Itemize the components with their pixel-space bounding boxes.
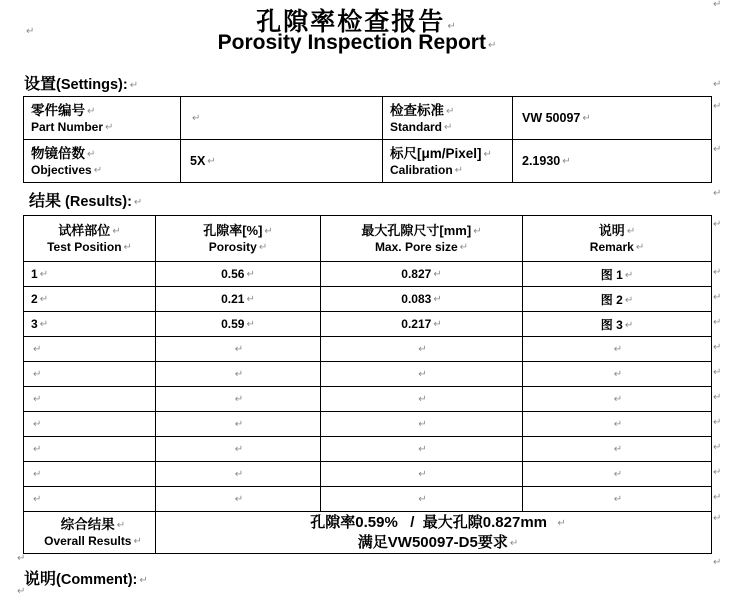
objectives-label-en: Objectives [31, 162, 92, 177]
paragraph-mark: ↵ [234, 369, 244, 380]
cell-text: 0.083 [401, 292, 432, 306]
calibration-value-cell [513, 140, 712, 183]
paragraph-mark: ↵ [33, 369, 42, 380]
paragraph-mark: ↵ [246, 294, 255, 305]
table-row [24, 412, 712, 437]
summary-row [24, 512, 712, 554]
cell-max_pore [321, 487, 523, 512]
paragraph-mark: ↵ [129, 80, 139, 91]
cell-text: 图 3 [600, 317, 623, 332]
results-heading-en: (Results): [61, 194, 132, 210]
table-row [24, 312, 712, 337]
paragraph-mark: ↵ [557, 517, 566, 529]
paragraph-mark: ↵ [447, 21, 458, 32]
cell-text: 0.59 [221, 317, 245, 331]
cell-porosity [156, 312, 321, 337]
calibration-label-cell [383, 140, 513, 183]
paragraph-mark: ↵ [713, 392, 722, 403]
cell-position [24, 287, 156, 312]
paragraph-mark: ↵ [33, 419, 42, 430]
cell-remark [523, 337, 712, 362]
table-row [24, 287, 712, 312]
objectives-label-cell [24, 140, 181, 183]
paragraph-mark: ↵ [635, 242, 645, 253]
standard-label-en: Standard [390, 119, 443, 134]
paragraph-mark: ↵ [473, 226, 482, 237]
calibration-value: 2.1930 [522, 154, 561, 168]
paragraph-mark: ↵ [33, 494, 42, 505]
paragraph-mark: ↵ [234, 494, 244, 505]
results-heading [29, 188, 142, 211]
paragraph-mark: ↵ [624, 319, 634, 331]
paragraph-mark: ↵ [105, 121, 114, 133]
paragraph-mark: ↵ [246, 319, 255, 330]
paragraph-mark: ↵ [483, 148, 492, 160]
cell-max_pore [321, 412, 523, 437]
paragraph-mark: ↵ [624, 294, 634, 306]
cell-porosity [156, 487, 321, 512]
paragraph-mark: ↵ [713, 317, 722, 328]
part-number-label-cn: 零件编号 [31, 102, 85, 118]
report-title-en [0, 31, 714, 55]
table-row [24, 262, 712, 287]
cell-remark [523, 487, 712, 512]
cell-position [24, 362, 156, 387]
paragraph-mark: ↵ [39, 294, 49, 305]
cell-text: 0.217 [401, 317, 432, 331]
report-title-cn-text: 孔隙率检查报告 [256, 8, 446, 36]
cell-max_pore [321, 362, 523, 387]
standard-label-cell [383, 97, 513, 140]
cell-text: 3 [31, 317, 38, 331]
header-max-pore-size-cn: 最大孔隙尺寸[mm] [361, 223, 472, 238]
objectives-label-cn: 物镜倍数 [31, 145, 85, 161]
paragraph-mark: ↵ [713, 267, 722, 278]
table-row [24, 337, 712, 362]
paragraph-mark: ↵ [713, 492, 722, 503]
header-test-position-cn: 试样部位 [58, 223, 111, 238]
paragraph-mark: ↵ [613, 469, 623, 480]
paragraph-mark: ↵ [93, 164, 103, 176]
paragraph-mark: ↵ [713, 101, 722, 112]
header-max-pore-size [321, 216, 523, 262]
settings-heading [24, 71, 138, 94]
table-row [24, 487, 712, 512]
header-remark-en: Remark [589, 240, 634, 254]
settings-heading-cn: 设置 [24, 76, 57, 93]
results-heading-cn: 结果 [29, 193, 62, 210]
paragraph-mark: ↵ [33, 344, 42, 355]
comment-heading-en: (Comment): [56, 572, 138, 588]
settings-row-2 [24, 140, 712, 183]
paragraph-mark: ↵ [613, 444, 623, 455]
results-table [23, 215, 712, 554]
table-row [24, 362, 712, 387]
paragraph-mark: ↵ [713, 144, 722, 155]
paragraph-mark: ↵ [613, 344, 623, 355]
cell-remark [523, 287, 712, 312]
paragraph-mark: ↵ [234, 394, 244, 405]
paragraph-mark: ↵ [454, 164, 464, 176]
paragraph-mark: ↵ [133, 536, 142, 547]
paragraph-mark: ↵ [713, 467, 722, 478]
cell-porosity [156, 387, 321, 412]
paragraph-mark: ↵ [87, 105, 96, 117]
settings-row-1 [24, 97, 712, 140]
cell-position [24, 312, 156, 337]
cell-max_pore [321, 287, 523, 312]
part-number-label-en: Part Number [31, 119, 104, 134]
paragraph-mark: ↵ [39, 269, 49, 280]
overall-results-label-en: Overall Results [44, 534, 132, 548]
paragraph-mark: ↵ [713, 188, 722, 199]
paragraph-mark: ↵ [234, 444, 244, 455]
paragraph-mark: ↵ [613, 369, 623, 380]
cell-position [24, 262, 156, 287]
cell-position [24, 337, 156, 362]
paragraph-mark: ↵ [713, 417, 722, 428]
comment-heading [24, 566, 148, 589]
paragraph-mark: ↵ [418, 419, 427, 430]
paragraph-mark: ↵ [444, 121, 453, 133]
cell-remark [523, 412, 712, 437]
paragraph-mark: ↵ [207, 156, 216, 167]
paragraph-mark: ↵ [418, 469, 427, 480]
paragraph-mark: ↵ [624, 269, 634, 281]
paragraph-mark: ↵ [433, 269, 442, 280]
table-row [24, 387, 712, 412]
paragraph-mark: ↵ [487, 40, 497, 51]
cell-max_pore [321, 387, 523, 412]
paragraph-mark: ↵ [459, 242, 469, 253]
paragraph-mark: ↵ [713, 342, 722, 353]
paragraph-mark: ↵ [39, 319, 49, 330]
overall-results-label-cell [24, 512, 156, 554]
paragraph-mark: ↵ [433, 294, 442, 305]
cell-porosity [156, 262, 321, 287]
paragraph-mark: ↵ [192, 113, 201, 124]
paragraph-mark: ↵ [33, 469, 42, 480]
cell-text: 1 [31, 267, 38, 281]
cell-max_pore [321, 262, 523, 287]
cell-max_pore [321, 462, 523, 487]
part-number-value-cell [181, 97, 383, 140]
paragraph-mark: ↵ [234, 469, 244, 480]
standard-value: VW 50097 [522, 111, 581, 125]
cell-remark [523, 437, 712, 462]
paragraph-mark: ↵ [446, 105, 455, 117]
paragraph-mark: ↵ [17, 553, 26, 564]
header-remark-cn: 说明 [598, 223, 625, 238]
paragraph-mark: ↵ [713, 442, 722, 453]
settings-heading-en: (Settings): [56, 77, 128, 93]
objectives-value: 5X [190, 154, 206, 168]
paragraph-mark: ↵ [258, 242, 268, 253]
header-test-position-en: Test Position [47, 240, 122, 254]
objectives-value-cell [181, 140, 383, 183]
paragraph-mark: ↵ [713, 79, 722, 90]
paragraph-mark: ↵ [234, 344, 244, 355]
paragraph-mark: ↵ [33, 394, 42, 405]
paragraph-mark: ↵ [433, 319, 442, 330]
cell-text: 0.56 [221, 267, 245, 281]
comment-heading-cn: 说明 [24, 571, 57, 588]
paragraph-mark: ↵ [33, 444, 42, 455]
paragraph-mark: ↵ [562, 156, 571, 167]
cell-text: 0.827 [401, 267, 432, 281]
cell-position [24, 462, 156, 487]
paragraph-mark: ↵ [613, 419, 623, 430]
cell-remark [523, 262, 712, 287]
settings-table [23, 96, 712, 183]
part-number-label-cell [24, 97, 181, 140]
paragraph-mark: ↵ [418, 344, 427, 355]
paragraph-mark: ↵ [613, 494, 623, 505]
cell-position [24, 387, 156, 412]
header-porosity [156, 216, 321, 262]
cell-remark [523, 462, 712, 487]
calibration-label-cn: 标尺[μm/Pixel] [390, 145, 482, 161]
cell-porosity [156, 462, 321, 487]
cell-text: 图 2 [600, 292, 623, 307]
paragraph-mark: ↵ [713, 367, 722, 378]
paragraph-mark: ↵ [509, 537, 519, 549]
paragraph-mark: ↵ [418, 494, 427, 505]
cell-porosity [156, 412, 321, 437]
paragraph-mark: ↵ [713, 292, 722, 303]
paragraph-mark: ↵ [17, 586, 26, 597]
table-row [24, 437, 712, 462]
paragraph-mark: ↵ [87, 148, 96, 160]
overall-results-value-cell [156, 512, 712, 554]
cell-porosity [156, 437, 321, 462]
paragraph-mark: ↵ [418, 394, 427, 405]
cell-remark [523, 387, 712, 412]
paragraph-mark: ↵ [626, 226, 636, 237]
cell-position [24, 437, 156, 462]
paragraph-mark: ↵ [713, 219, 722, 230]
overall-results-line2: 满足VW50097-D5要求 [357, 533, 508, 551]
header-max-pore-size-en: Max. Pore size [374, 240, 458, 254]
paragraph-mark: ↵ [116, 520, 126, 531]
paragraph-mark: ↵ [26, 26, 35, 37]
paragraph-mark: ↵ [234, 419, 244, 430]
paragraph-mark: ↵ [139, 575, 148, 586]
paragraph-mark: ↵ [713, 557, 722, 568]
calibration-label-en: Calibration [390, 162, 453, 177]
paragraph-mark: ↵ [713, 513, 722, 524]
cell-porosity [156, 362, 321, 387]
standard-value-cell [513, 97, 712, 140]
report-title-en-text: Porosity Inspection Report [217, 31, 486, 54]
header-porosity-en: Porosity [208, 240, 257, 254]
cell-text: 图 1 [600, 267, 623, 282]
paragraph-mark: ↵ [582, 113, 591, 124]
paragraph-mark: ↵ [418, 369, 427, 380]
header-remark [523, 216, 712, 262]
paragraph-mark: ↵ [112, 226, 121, 237]
cell-max_pore [321, 437, 523, 462]
results-header-row [24, 216, 712, 262]
cell-porosity [156, 287, 321, 312]
cell-max_pore [321, 312, 523, 337]
header-porosity-cn: 孔隙率[%] [203, 223, 263, 238]
cell-porosity [156, 337, 321, 362]
paragraph-mark: ↵ [123, 242, 132, 253]
cell-max_pore [321, 337, 523, 362]
table-row [24, 462, 712, 487]
paragraph-mark: ↵ [264, 226, 273, 237]
header-test-position [24, 216, 156, 262]
results-table-body [24, 262, 712, 512]
overall-results-line1: 孔隙率0.59% / 最大孔隙0.827mm [310, 513, 556, 531]
cell-remark [523, 312, 712, 337]
cell-remark [523, 362, 712, 387]
overall-results-label-cn: 综合结果 [60, 517, 115, 532]
paragraph-mark: ↵ [418, 444, 427, 455]
cell-text: 0.21 [221, 292, 245, 306]
cell-position [24, 412, 156, 437]
paragraph-mark: ↵ [613, 394, 623, 405]
paragraph-mark: ↵ [246, 269, 255, 280]
cell-position [24, 487, 156, 512]
paragraph-mark: ↵ [713, 0, 722, 10]
standard-label-cn: 检查标准 [390, 102, 444, 118]
paragraph-mark: ↵ [133, 197, 143, 208]
cell-text: 2 [31, 292, 38, 306]
